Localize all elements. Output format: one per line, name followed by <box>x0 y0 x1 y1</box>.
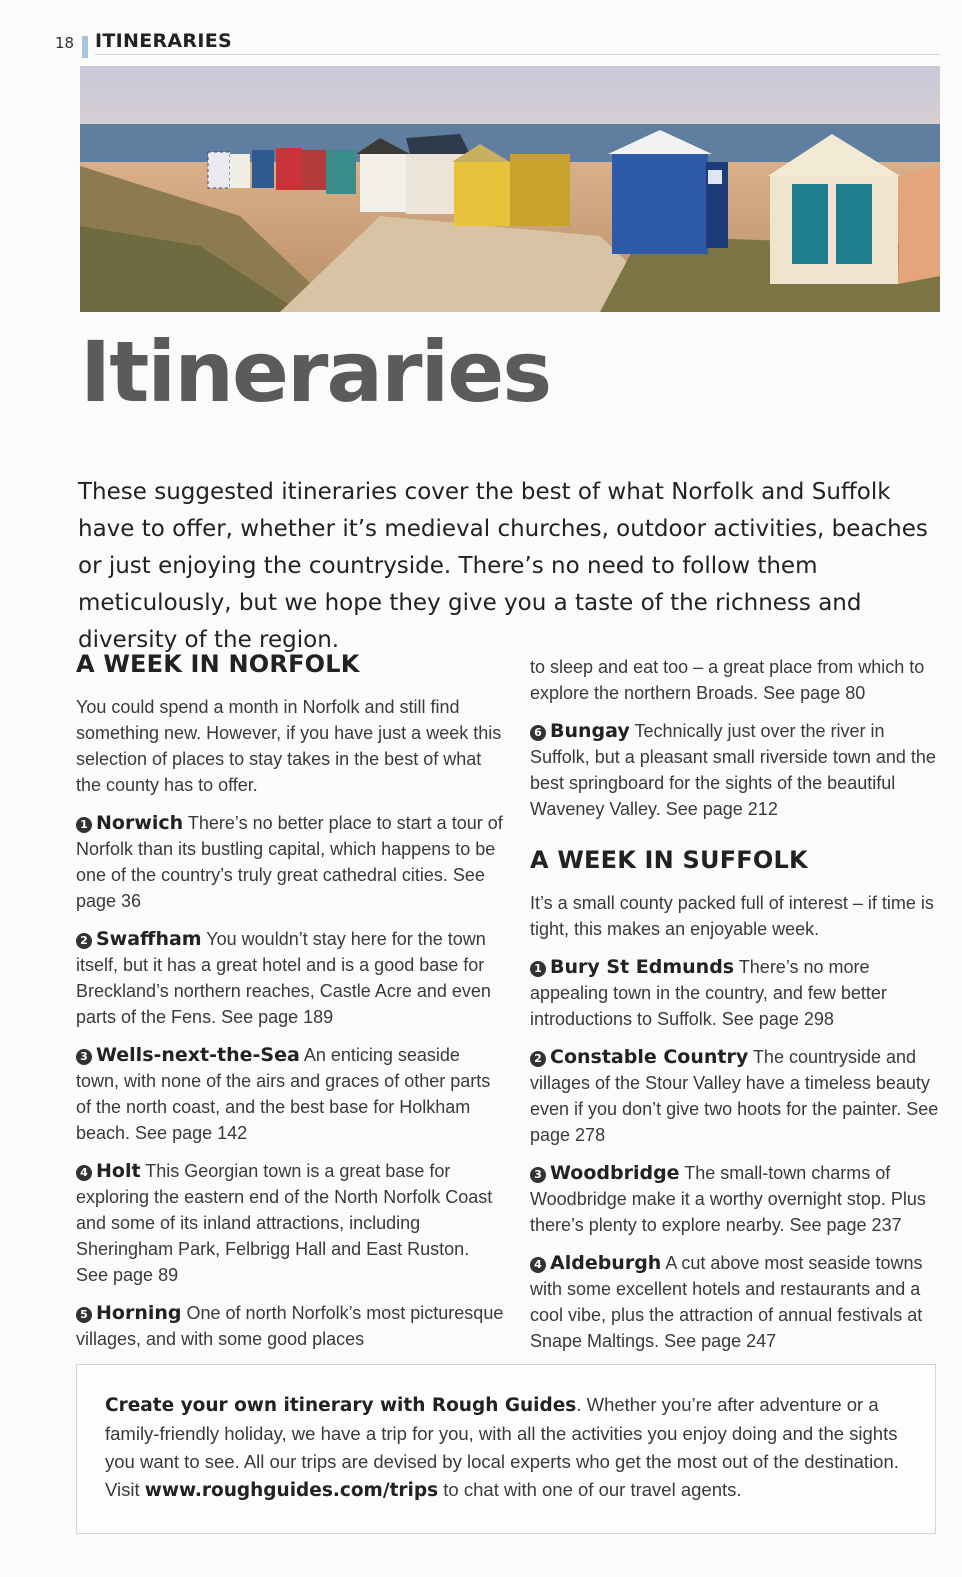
number-badge: 2 <box>530 1051 546 1067</box>
place-name: Horning <box>96 1302 182 1324</box>
suffolk-item-aldeburgh <box>530 1250 942 1354</box>
norfolk-item-wells <box>76 1042 506 1146</box>
place-name: Norwich <box>96 812 184 834</box>
promo-box <box>76 1364 936 1534</box>
place-name: Woodbridge <box>550 1162 680 1184</box>
place-name: Holt <box>96 1160 141 1182</box>
number-badge: 1 <box>76 817 92 833</box>
norfolk-item-swaffham <box>76 926 506 1030</box>
place-description: One of north Norfolk’s most picturesque villages, and with some good places <box>76 1303 504 1349</box>
place-name: Bungay <box>550 720 630 742</box>
intro-paragraph: These suggested itineraries cover the best of what Norfolk and Suffolk have to offer, whether it’s medieval churches, outdoor activities, beaches or just enjoying the countryside. There’s no need to follow them meticulously, but we hope they give you a taste of the richness and diversity of the region. <box>78 479 928 653</box>
suffolk-item-constable <box>530 1044 942 1148</box>
header-rule <box>95 54 940 55</box>
norfolk-item-norwich <box>76 810 506 914</box>
place-name: Wells-next-the-Sea <box>96 1044 300 1066</box>
number-badge: 2 <box>76 933 92 949</box>
suffolk-item-woodbridge <box>530 1160 942 1238</box>
place-name: Swaffham <box>96 928 202 950</box>
place-description: There’s no better place to start a tour of Norfolk than its bustling capital, which happens to be one of the country’s truly great cathedral cities. See page 36 <box>76 813 503 911</box>
norfolk-heading: A WEEK IN NORFOLK <box>76 650 360 678</box>
place-description: A cut above most seaside towns with some excellent hotels and restaurants and a cool vibe, plus the attraction of annual festivals at Snape Maltings. See page 247 <box>530 1253 923 1351</box>
promo-body: . Whether you’re after adventure or a family-friendly holiday, we have a trip for you, with all the activities you enjoy doing and the sights you want to see. All our trips are devised by local experts who get the most out of the destination. Visit <box>105 1394 899 1500</box>
page-title: Itineraries <box>80 323 551 421</box>
number-badge: 4 <box>530 1257 546 1273</box>
number-badge: 3 <box>530 1167 546 1183</box>
number-badge: 1 <box>530 961 546 977</box>
place-description: An enticing seaside town, with none of the airs and graces of other parts of the north coast, and the best base for Holkham beach. See page 142 <box>76 1045 491 1143</box>
place-description: There’s no more appealing town in the country, and few better introductions to Suffolk. See page 298 <box>530 957 887 1029</box>
norfolk-column <box>76 650 506 1364</box>
place-name: Bury St Edmunds <box>550 956 735 978</box>
place-description: The small-town charms of Woodbridge make it a worthy overnight stop. Plus there’s plenty to explore nearby. See page 237 <box>530 1163 926 1235</box>
number-badge: 6 <box>530 725 546 741</box>
promo-lead: Create your own itinerary with Rough Guides <box>105 1395 577 1416</box>
page-header <box>55 30 940 54</box>
section-title: ITINERARIES <box>95 30 232 52</box>
place-name: Aldeburgh <box>550 1252 662 1274</box>
promo-link[interactable]: www.roughguides.com/trips <box>144 1480 439 1501</box>
place-name: Constable Country <box>550 1046 749 1068</box>
beach-huts-photo <box>80 66 940 312</box>
norfolk-item-bungay <box>530 718 942 822</box>
place-description: This Georgian town is a great base for exploring the eastern end of the North Norfolk Coast and some of its inland attractions, including Sheringham Park, Felbrigg Hall and East Ruston. See page 89 <box>76 1161 493 1285</box>
number-badge: 4 <box>76 1165 92 1181</box>
place-description: You wouldn’t stay here for the town itself, but it has a great hotel and is a good base for Breckland’s northern reaches, Castle Acre and even parts of the Fens. See page 189 <box>76 929 491 1027</box>
suffolk-intro: It’s a small county packed full of interest – if time is tight, this makes an enjoyable week. <box>530 893 934 939</box>
norfolk-item-horning <box>76 1300 506 1352</box>
number-badge: 3 <box>76 1049 92 1065</box>
number-badge: 5 <box>76 1307 92 1323</box>
header-accent-bar <box>82 36 88 58</box>
horning-continuation: to sleep and eat too – a great place from which to explore the northern Broads. See page 80 <box>530 657 925 703</box>
suffolk-column <box>530 654 942 1366</box>
suffolk-heading: A WEEK IN SUFFOLK <box>530 846 808 874</box>
place-description: The countryside and villages of the Stour Valley have a timeless beauty even if you don’t give two hoots for the painter. See page 278 <box>530 1047 939 1145</box>
promo-tail: to chat with one of our travel agents. <box>438 1479 742 1500</box>
place-description: Technically just over the river in Suffolk, but a pleasant small riverside town and the best springboard for the sights of the beautiful Waveney Valley. See page 212 <box>530 721 936 819</box>
suffolk-item-bury <box>530 954 942 1032</box>
norfolk-intro: You could spend a month in Norfolk and still find something new. However, if you have just a week this selection of places to stay takes in the best of what the county has to offer. <box>76 697 502 795</box>
page-number: 18 <box>55 34 75 52</box>
promo-text <box>105 1391 915 1505</box>
norfolk-item-holt <box>76 1158 506 1288</box>
